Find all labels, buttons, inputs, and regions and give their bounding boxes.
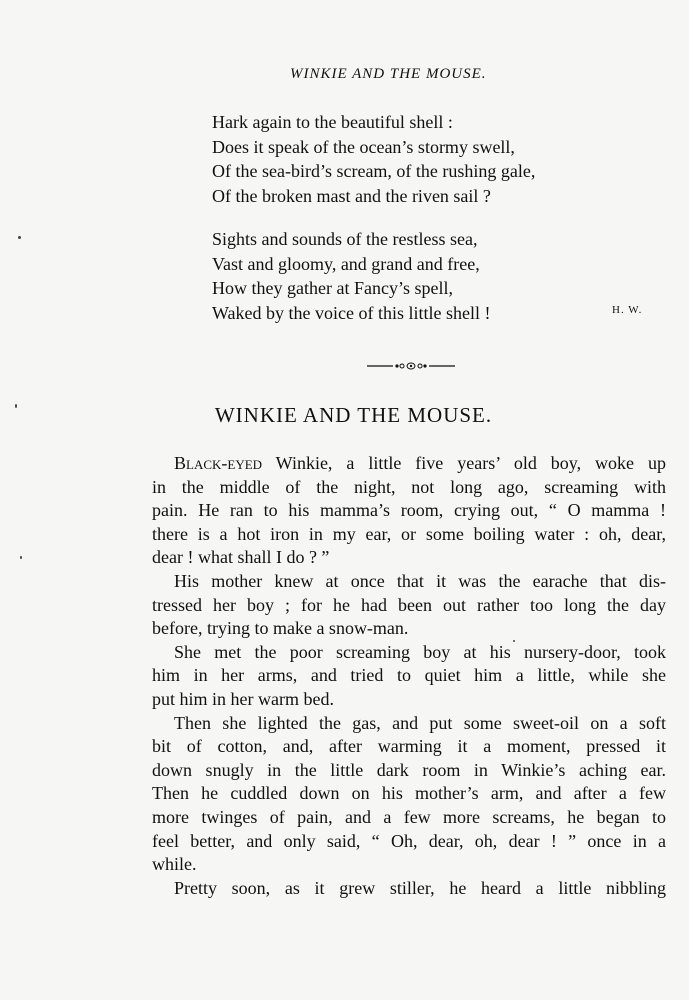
paragraph-line: there is a hot iron in my ear, or some boiling water : oh, dear, <box>152 523 666 544</box>
paragraph-line: feel better, and only said, “ Oh, dear, oh, dear ! ” once in a <box>152 830 666 851</box>
paragraph-line: Then he cuddled down on his mother’s arm, and after a few <box>152 783 666 804</box>
poem-line: Sights and sounds of the restless sea, <box>212 229 478 249</box>
poem-line: Hark again to the beautiful shell : <box>212 112 453 132</box>
paragraph-line: put him in her warm bed. <box>152 688 334 709</box>
paragraph-line: him in her arms, and tried to quiet him a little, while she <box>152 665 666 686</box>
article-body <box>152 452 666 900</box>
paragraph-line: tressed her boy ; for he had been out rather too long the day <box>152 594 666 615</box>
paragraph-line: pain. He ran to his mamma’s room, crying out, “ O mamma ! <box>152 500 666 521</box>
paragraph-line: down snugly in the little dark room in Winkie’s aching ear. <box>152 759 666 780</box>
paragraph-line: bit of cotton, and, after warming it a moment, pressed it <box>152 736 666 757</box>
running-head: WINKIE AND THE MOUSE. <box>290 66 487 82</box>
poem-line: Vast and gloomy, and grand and free, <box>212 253 480 274</box>
paragraph-line: She met the poor screaming boy at his nursery-door, took <box>174 641 666 662</box>
opening-smallcaps: Black-eyed <box>174 453 263 473</box>
poem-line: Of the broken mast and the riven sail ? <box>212 185 491 206</box>
paper-speck <box>15 404 17 408</box>
opening-line-text: Winkie, a little five years’ old boy, woke up <box>262 453 666 473</box>
paragraph-line: His mother knew at once that it was the earache that dis- <box>174 570 666 591</box>
poem-line: Does it speak of the ocean’s stormy swell, <box>212 136 515 157</box>
paragraph-line: more twinges of pain, and a few more screams, he began to <box>152 806 666 827</box>
paragraph-line: Then she lighted the gas, and put some sweet-oil on a soft <box>174 712 666 733</box>
paragraph-line <box>152 452 666 476</box>
paragraph-line: dear ! what shall I do ? ” <box>152 547 330 568</box>
article-title: WINKIE AND THE MOUSE. <box>214 403 493 427</box>
paper-speck <box>513 640 515 642</box>
paper-speck <box>18 236 21 239</box>
paragraph-line: in the middle of the night, not long ago, screaming with <box>152 476 666 497</box>
poem-line: Waked by the voice of this little shell ! <box>212 302 491 323</box>
poem-stanza-2 <box>212 227 490 325</box>
poem-stanza-1 <box>212 110 535 208</box>
paragraph-line: while. <box>152 854 197 875</box>
section-divider-ornament <box>367 360 455 372</box>
poem-signature: H. W. <box>612 304 643 316</box>
paragraph-line: before, trying to make a snow-man. <box>152 618 409 639</box>
paper-speck <box>20 556 22 559</box>
poem-line: Of the sea-bird’s scream, of the rushing gale, <box>212 161 536 181</box>
paragraph-line: Pretty soon, as it grew stiller, he heard a little nibbling <box>174 877 666 898</box>
poem-line: How they gather at Fancy’s spell, <box>212 278 453 298</box>
